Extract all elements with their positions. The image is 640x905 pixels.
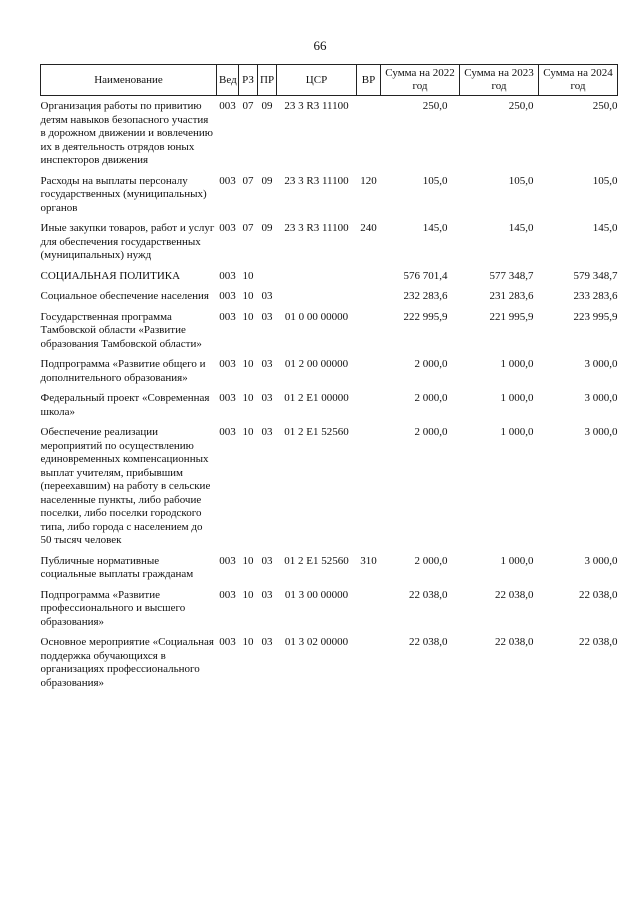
cell-pr: 03 bbox=[261, 426, 273, 438]
header-ved: Вед bbox=[217, 65, 239, 96]
cell-ved: 003 bbox=[219, 222, 236, 234]
cell-sum-2022: 145,0 bbox=[422, 222, 448, 234]
cell-name: СОЦИАЛЬНАЯ ПОЛИТИКА bbox=[40, 269, 181, 282]
cell-sum-2024: 105,0 bbox=[592, 174, 618, 187]
header-name: Наименование bbox=[41, 65, 217, 96]
cell-rz: 10 bbox=[242, 358, 254, 370]
cell-sum-2022: 2 000,0 bbox=[414, 392, 448, 404]
table-row bbox=[41, 551, 618, 585]
cell-sum-2024: 233 283,6 bbox=[573, 290, 618, 302]
cell-ved: 003 bbox=[219, 310, 236, 323]
cell-name: Обеспечение реализации мероприятий по осуществлению единовременных компенсационных выплат учителям, прибывшим (переехавшим) на работу в сельские населенные пункты, либо рабочие поселки, либо поселки городского типа, либо города с населением до 50 тысяч человек bbox=[40, 426, 211, 546]
cell-sum-2022: 576 701,4 bbox=[403, 269, 448, 282]
cell-sum-2023: 22 038,0 bbox=[495, 636, 534, 648]
cell-rz: 10 bbox=[242, 636, 254, 648]
cell-sum-2024: 579 348,7 bbox=[573, 269, 618, 282]
cell-sum-2023: 231 283,6 bbox=[489, 290, 534, 302]
header-sum-2022: Сумма на 2022 год bbox=[381, 65, 460, 96]
table-row bbox=[41, 286, 618, 307]
cell-rz: 10 bbox=[242, 554, 254, 567]
cell-pr: 03 bbox=[261, 636, 273, 648]
page-number: 66 bbox=[313, 38, 327, 53]
table-row bbox=[41, 354, 618, 388]
cell-vr bbox=[357, 422, 381, 551]
table-header-row bbox=[41, 65, 618, 96]
cell-csr: 01 2 E1 52560 bbox=[284, 554, 349, 567]
cell-csr: 01 2 E1 52560 bbox=[284, 426, 349, 438]
cell-ved: 003 bbox=[219, 554, 236, 567]
cell-csr: 23 3 R3 11100 bbox=[284, 100, 349, 112]
header-pr: ПР bbox=[258, 65, 277, 96]
cell-pr bbox=[258, 266, 277, 287]
cell-pr: 09 bbox=[261, 222, 273, 234]
cell-sum-2022: 2 000,0 bbox=[414, 554, 448, 567]
cell-rz: 10 bbox=[242, 392, 254, 404]
table-row bbox=[41, 585, 618, 633]
cell-name: Организация работы по привитию детям навыков безопасного участия в дорожном движении и вовлечению их в деятельность отрядов юных инспекторов движения bbox=[40, 100, 213, 166]
cell-sum-2023: 221 995,9 bbox=[489, 310, 534, 323]
cell-vr bbox=[357, 632, 381, 693]
cell-vr bbox=[357, 266, 381, 287]
cell-name: Государственная программа Тамбовской области «Развитие образования Тамбовской области» bbox=[40, 310, 202, 350]
cell-rz: 07 bbox=[242, 222, 254, 234]
cell-sum-2024: 22 038,0 bbox=[579, 636, 618, 648]
cell-csr: 01 2 00 00000 bbox=[284, 358, 349, 370]
cell-ved: 003 bbox=[219, 636, 236, 648]
cell-vr bbox=[357, 96, 381, 171]
table-row bbox=[41, 171, 618, 219]
cell-ved: 003 bbox=[219, 100, 236, 112]
cell-sum-2023: 250,0 bbox=[508, 100, 534, 112]
cell-pr: 03 bbox=[261, 358, 273, 370]
cell-pr: 09 bbox=[261, 174, 273, 187]
cell-sum-2023: 577 348,7 bbox=[489, 269, 534, 282]
budget-table bbox=[40, 64, 618, 693]
cell-name: Иные закупки товаров, работ и услуг для обеспечения государственных (муниципальных) нужд bbox=[40, 222, 215, 261]
header-csr: ЦСР bbox=[277, 65, 357, 96]
cell-csr: 01 3 00 00000 bbox=[284, 588, 349, 601]
cell-csr bbox=[277, 266, 357, 287]
cell-vr bbox=[357, 354, 381, 388]
cell-name: Подпрограмма «Развитие профессионального и высшего образования» bbox=[40, 588, 186, 628]
cell-sum-2023: 1 000,0 bbox=[500, 358, 534, 370]
cell-sum-2022: 22 038,0 bbox=[409, 636, 448, 648]
cell-csr: 01 0 00 00000 bbox=[284, 310, 349, 323]
cell-sum-2023: 145,0 bbox=[508, 222, 534, 234]
cell-sum-2024: 250,0 bbox=[592, 100, 618, 112]
cell-csr: 01 3 02 00000 bbox=[284, 636, 349, 648]
cell-vr: 120 bbox=[360, 174, 377, 187]
cell-csr bbox=[277, 286, 357, 307]
cell-pr: 03 bbox=[261, 290, 273, 302]
table-row bbox=[41, 218, 618, 266]
cell-vr bbox=[357, 388, 381, 422]
cell-name: Федеральный проект «Современная школа» bbox=[40, 392, 210, 418]
table-row bbox=[41, 96, 618, 171]
cell-sum-2023: 1 000,0 bbox=[500, 426, 534, 438]
cell-rz: 10 bbox=[242, 290, 254, 302]
cell-pr: 03 bbox=[261, 554, 273, 567]
cell-sum-2024: 3 000,0 bbox=[584, 426, 618, 438]
table-row bbox=[41, 632, 618, 693]
cell-pr: 09 bbox=[261, 100, 273, 112]
cell-vr bbox=[357, 286, 381, 307]
cell-rz: 10 bbox=[242, 588, 254, 601]
table-row bbox=[41, 422, 618, 551]
cell-ved: 003 bbox=[219, 426, 236, 438]
cell-sum-2022: 232 283,6 bbox=[403, 290, 448, 302]
cell-pr: 03 bbox=[261, 392, 273, 404]
header-sum-2024: Сумма на 2024 год bbox=[539, 65, 618, 96]
cell-name: Основное мероприятие «Социальная поддержка обучающихся в организациях профессионального образования» bbox=[40, 636, 214, 689]
cell-csr: 23 3 R3 11100 bbox=[284, 174, 349, 187]
cell-sum-2024: 22 038,0 bbox=[579, 588, 618, 601]
cell-sum-2022: 222 995,9 bbox=[403, 310, 448, 323]
cell-sum-2024: 223 995,9 bbox=[573, 310, 618, 323]
cell-pr: 03 bbox=[261, 588, 273, 601]
cell-sum-2023: 1 000,0 bbox=[500, 554, 534, 567]
header-sum-2023: Сумма на 2023 год bbox=[460, 65, 539, 96]
cell-sum-2024: 145,0 bbox=[592, 222, 618, 234]
cell-sum-2023: 105,0 bbox=[508, 174, 534, 187]
cell-ved: 003 bbox=[219, 174, 236, 187]
cell-ved: 003 bbox=[219, 269, 236, 282]
table-row bbox=[41, 307, 618, 355]
cell-sum-2022: 2 000,0 bbox=[414, 426, 448, 438]
cell-name: Подпрограмма «Развитие общего и дополнительного образования» bbox=[40, 358, 206, 384]
table-row bbox=[41, 388, 618, 422]
cell-name: Социальное обеспечение населения bbox=[40, 290, 209, 302]
cell-vr bbox=[357, 585, 381, 633]
cell-ved: 003 bbox=[219, 392, 236, 404]
cell-csr: 23 3 R3 11100 bbox=[284, 222, 349, 234]
header-vr: ВР bbox=[357, 65, 381, 96]
cell-vr: 310 bbox=[360, 554, 377, 567]
cell-name: Публичные нормативные социальные выплаты гражданам bbox=[40, 554, 194, 580]
cell-sum-2024: 3 000,0 bbox=[584, 554, 618, 567]
cell-ved: 003 bbox=[219, 290, 236, 302]
cell-sum-2024: 3 000,0 bbox=[584, 392, 618, 404]
cell-sum-2023: 22 038,0 bbox=[495, 588, 534, 601]
cell-sum-2023: 1 000,0 bbox=[500, 392, 534, 404]
header-rz: РЗ bbox=[239, 65, 258, 96]
cell-pr: 03 bbox=[261, 310, 273, 323]
cell-rz: 10 bbox=[242, 310, 254, 323]
cell-sum-2024: 3 000,0 bbox=[584, 358, 618, 370]
cell-sum-2022: 2 000,0 bbox=[414, 358, 448, 370]
cell-rz: 07 bbox=[242, 174, 254, 187]
cell-sum-2022: 105,0 bbox=[422, 174, 448, 187]
cell-rz: 07 bbox=[242, 100, 254, 112]
cell-sum-2022: 22 038,0 bbox=[409, 588, 448, 601]
cell-rz: 10 bbox=[242, 269, 254, 282]
cell-rz: 10 bbox=[242, 426, 254, 438]
cell-name: Расходы на выплаты персоналу государственных (муниципальных) органов bbox=[40, 174, 207, 214]
cell-vr bbox=[357, 307, 381, 355]
cell-csr: 01 2 E1 00000 bbox=[284, 392, 349, 404]
cell-ved: 003 bbox=[219, 588, 236, 601]
cell-vr: 240 bbox=[360, 222, 377, 234]
cell-ved: 003 bbox=[219, 358, 236, 370]
cell-sum-2022: 250,0 bbox=[422, 100, 448, 112]
table-row bbox=[41, 266, 618, 287]
